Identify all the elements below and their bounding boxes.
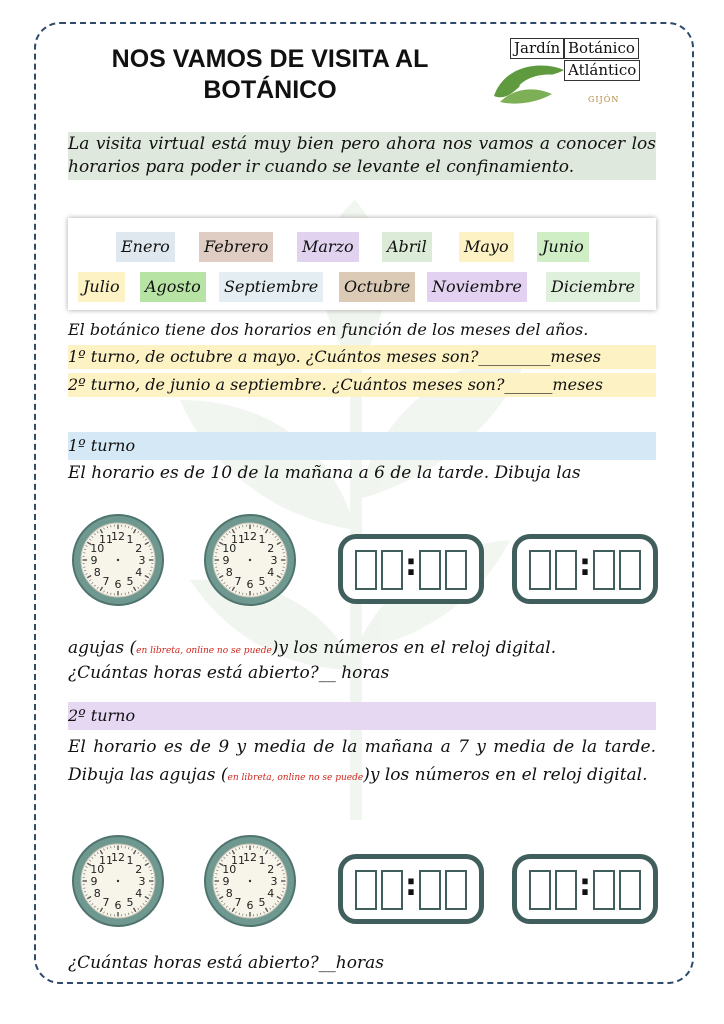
digit-box[interactable]	[355, 550, 377, 590]
turno2-instructions	[68, 733, 656, 792]
digit-box[interactable]	[529, 550, 551, 590]
clock-face-icon	[202, 512, 298, 608]
clock-numeral: 1	[126, 533, 134, 547]
clock-numeral: 2	[267, 542, 275, 555]
clock-numeral: 5	[126, 574, 134, 588]
clock-numeral: 1	[258, 533, 266, 547]
turn1-months-question: 1º turno, de octubre a mayo. ¿Cuántos meses son?_________meses	[68, 345, 656, 369]
botanic-garden-logo	[490, 38, 650, 108]
clock-numeral: 12	[243, 530, 257, 543]
clock-numeral: 11	[99, 533, 113, 547]
clock-numeral: 1	[126, 854, 134, 868]
logo-word-jardin: Jardín	[510, 38, 564, 59]
turno2-text-start: El horario es de 9 y media de la mañana a 7 y media de la tarde. Dibuja las agujas (	[68, 737, 656, 785]
clock-numeral: 4	[267, 566, 275, 579]
clock-center	[249, 880, 251, 882]
intro-paragraph: La visita virtual está muy bien pero ahora nos vamos a conocer los horarios para poder ir cuando se levante el confinamiento.	[68, 132, 656, 180]
digit-box[interactable]	[445, 550, 467, 590]
clock-numeral: 8	[225, 566, 233, 579]
clock-numeral: 12	[111, 851, 125, 864]
digit-box[interactable]	[593, 870, 615, 910]
clock-numeral: 7	[234, 895, 242, 909]
month-chip: Julio	[78, 272, 125, 302]
analog-clock	[70, 512, 166, 608]
digital-clock	[338, 854, 484, 924]
clock-numeral: 8	[225, 887, 233, 900]
clock-numeral: 3	[138, 554, 146, 567]
clock-numeral: 6	[114, 899, 122, 912]
month-chip: Noviembre	[427, 272, 527, 302]
clock-numeral: 2	[135, 863, 143, 876]
clock-numeral: 7	[234, 574, 242, 588]
digital-clock	[338, 534, 484, 604]
digit-box[interactable]	[445, 870, 467, 910]
month-chip: Abril	[382, 232, 432, 262]
clock-numeral: 9	[90, 554, 98, 567]
leaf-logo-icon	[490, 56, 568, 108]
digit-box[interactable]	[593, 550, 615, 590]
turno1-text-start: agujas (	[68, 638, 137, 658]
analog-clock	[70, 833, 166, 929]
clock-numeral: 3	[270, 875, 278, 888]
clock-numeral: 5	[126, 895, 134, 909]
turno2-text-end: )y los números en el reloj digital.	[363, 765, 648, 785]
clock-numeral: 9	[222, 554, 230, 567]
month-chip: Octubre	[339, 272, 415, 302]
months-panel	[68, 218, 656, 310]
month-chip: Agosto	[140, 272, 206, 302]
turno1-text-end: )y los números en el reloj digital.	[271, 638, 557, 658]
digital-colon: :	[405, 548, 417, 583]
month-chip: Febrero	[199, 232, 273, 262]
clock-center	[117, 559, 119, 561]
clock-face-icon	[202, 833, 298, 929]
clock-numeral: 11	[231, 533, 245, 547]
turno2-hours-question: ¿Cuántas horas está abierto?__horas	[68, 953, 384, 973]
digit-box[interactable]	[529, 870, 551, 910]
clock-numeral: 4	[135, 566, 143, 579]
clock-numeral: 3	[270, 554, 278, 567]
clock-numeral: 12	[111, 530, 125, 543]
month-chip: Mayo	[459, 232, 514, 262]
analog-clock	[202, 833, 298, 929]
clock-numeral: 10	[90, 542, 105, 555]
clock-numeral: 12	[243, 851, 257, 864]
digital-clock	[512, 534, 658, 604]
clock-numeral: 7	[102, 895, 110, 909]
clock-numeral: 11	[99, 854, 113, 868]
clock-numeral: 10	[90, 863, 105, 876]
analog-clock	[202, 512, 298, 608]
clock-numeral: 4	[267, 887, 275, 900]
month-chip: Enero	[116, 232, 175, 262]
clock-numeral: 2	[135, 542, 143, 555]
digit-box[interactable]	[555, 870, 577, 910]
turn2-months-question: 2º turno, de junio a septiembre. ¿Cuántos meses son?______meses	[68, 373, 656, 397]
clock-numeral: 6	[246, 578, 254, 591]
digital-colon: :	[579, 548, 591, 583]
schedule-intro: El botánico tiene dos horarios en función de los meses del años.	[68, 320, 589, 339]
clock-numeral: 5	[258, 895, 266, 909]
turno1-heading: 1º turno	[68, 432, 656, 460]
clock-numeral: 8	[93, 887, 101, 900]
clock-numeral: 8	[93, 566, 101, 579]
digit-box[interactable]	[381, 550, 403, 590]
clock-center	[117, 880, 119, 882]
logo-word-botanico: Botánico	[564, 38, 639, 59]
page-title	[70, 44, 470, 106]
digit-box[interactable]	[381, 870, 403, 910]
digital-clock	[512, 854, 658, 924]
logo-word-atlantico: Atlántico	[564, 60, 640, 81]
clock-numeral: 10	[222, 542, 237, 555]
month-chip: Septiembre	[219, 272, 323, 302]
digit-box[interactable]	[355, 870, 377, 910]
digital-colon: :	[405, 868, 417, 903]
notebook-note: en libreta, online no se puede	[227, 773, 364, 783]
clock-numeral: 9	[222, 875, 230, 888]
notebook-note: en libreta, online no se puede	[136, 646, 272, 656]
digit-box[interactable]	[619, 550, 641, 590]
title-line-2: BOTÁNICO	[203, 76, 337, 104]
clock-numeral: 3	[138, 875, 146, 888]
digit-box[interactable]	[419, 550, 441, 590]
month-chip: Diciembre	[546, 272, 640, 302]
clock-numeral: 11	[231, 854, 245, 868]
turno1-instructions: El horario es de 10 de la mañana a 6 de la tarde. Dibuja las	[68, 463, 581, 483]
clock-numeral: 4	[135, 887, 143, 900]
clock-numeral: 10	[222, 863, 237, 876]
clock-face-icon	[70, 833, 166, 929]
clock-numeral: 1	[258, 854, 266, 868]
digit-box[interactable]	[419, 870, 441, 910]
clock-face-icon	[70, 512, 166, 608]
digital-colon: :	[579, 868, 591, 903]
clock-center	[249, 559, 251, 561]
clock-numeral: 6	[114, 578, 122, 591]
clock-numeral: 5	[258, 574, 266, 588]
digit-box[interactable]	[619, 870, 641, 910]
month-chip: Marzo	[297, 232, 359, 262]
digit-box[interactable]	[555, 550, 577, 590]
clock-numeral: 6	[246, 899, 254, 912]
clock-numeral: 7	[102, 574, 110, 588]
title-line-1: NOS VAMOS DE VISITA AL	[111, 45, 429, 73]
clock-numeral: 9	[90, 875, 98, 888]
clock-numeral: 2	[267, 863, 275, 876]
logo-city: GIJÓN	[588, 95, 620, 104]
turno1-hours-question: ¿Cuántas horas está abierto?__ horas	[68, 663, 390, 683]
turno2-heading: 2º turno	[68, 702, 656, 730]
month-chip: Junio	[537, 232, 589, 262]
